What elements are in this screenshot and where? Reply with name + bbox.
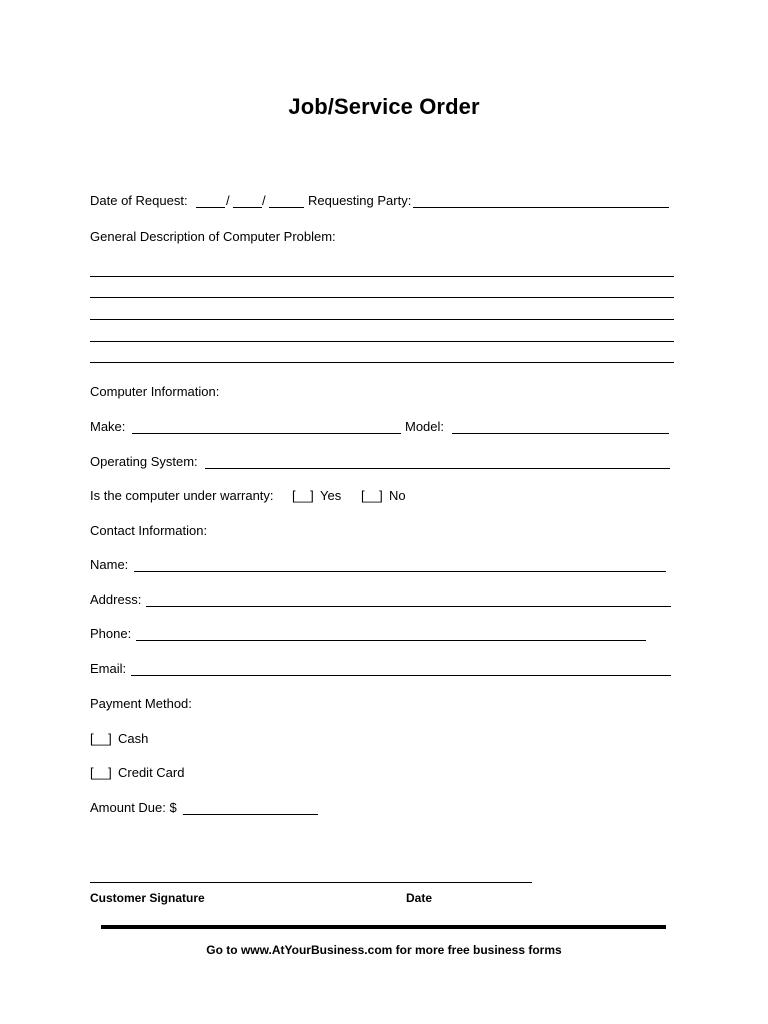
date-day-field[interactable]: [233, 207, 262, 208]
make-field[interactable]: [132, 433, 401, 434]
problem-description-line[interactable]: [90, 319, 674, 320]
phone-label: Phone:: [90, 626, 132, 641]
problem-description-label: General Description of Computer Problem:: [90, 229, 336, 244]
computer-information-heading: Computer Information:: [90, 384, 220, 399]
amount-due-label: Amount Due: $: [90, 800, 177, 815]
date-of-request-label: Date of Request:: [90, 193, 188, 208]
make-label: Make:: [90, 419, 126, 434]
address-field[interactable]: [146, 606, 671, 607]
requesting-party-field[interactable]: [413, 207, 669, 208]
model-field[interactable]: [452, 433, 669, 434]
cash-label: Cash: [118, 731, 149, 746]
problem-description-line[interactable]: [90, 276, 674, 277]
email-label: Email:: [90, 661, 127, 676]
date-separator: /: [262, 193, 266, 208]
credit-card-checkbox[interactable]: [__]: [90, 765, 112, 780]
cash-checkbox[interactable]: [__]: [90, 731, 112, 746]
customer-signature-label: Customer Signature: [90, 891, 205, 905]
warranty-no-checkbox[interactable]: [__]: [361, 488, 383, 503]
footer-divider: [101, 925, 666, 929]
problem-description-line[interactable]: [90, 297, 674, 298]
warranty-yes-label: Yes: [320, 488, 342, 503]
name-label: Name:: [90, 557, 129, 572]
problem-description-line[interactable]: [90, 341, 674, 342]
date-month-field[interactable]: [196, 207, 225, 208]
footer-text: Go to www.AtYourBusiness.com for more free business forms: [206, 943, 562, 957]
page-title: Job/Service Order: [288, 94, 480, 119]
payment-method-heading: Payment Method:: [90, 696, 192, 711]
address-label: Address:: [90, 592, 142, 607]
warranty-label: Is the computer under warranty:: [90, 488, 274, 503]
problem-description-line[interactable]: [90, 362, 674, 363]
operating-system-label: Operating System:: [90, 454, 198, 469]
warranty-no-label: No: [389, 488, 406, 503]
operating-system-field[interactable]: [205, 468, 670, 469]
requesting-party-label: Requesting Party:: [308, 193, 412, 208]
credit-card-label: Credit Card: [118, 765, 185, 780]
phone-field[interactable]: [136, 640, 646, 641]
signature-date-label: Date: [406, 891, 433, 905]
warranty-yes-checkbox[interactable]: [__]: [292, 488, 314, 503]
contact-information-heading: Contact Information:: [90, 523, 208, 538]
date-separator: /: [226, 193, 230, 208]
name-field[interactable]: [134, 571, 666, 572]
signature-line[interactable]: [90, 882, 532, 883]
email-field[interactable]: [131, 675, 671, 676]
date-year-field[interactable]: [269, 207, 304, 208]
amount-due-field[interactable]: [183, 814, 318, 815]
model-label: Model:: [405, 419, 445, 434]
